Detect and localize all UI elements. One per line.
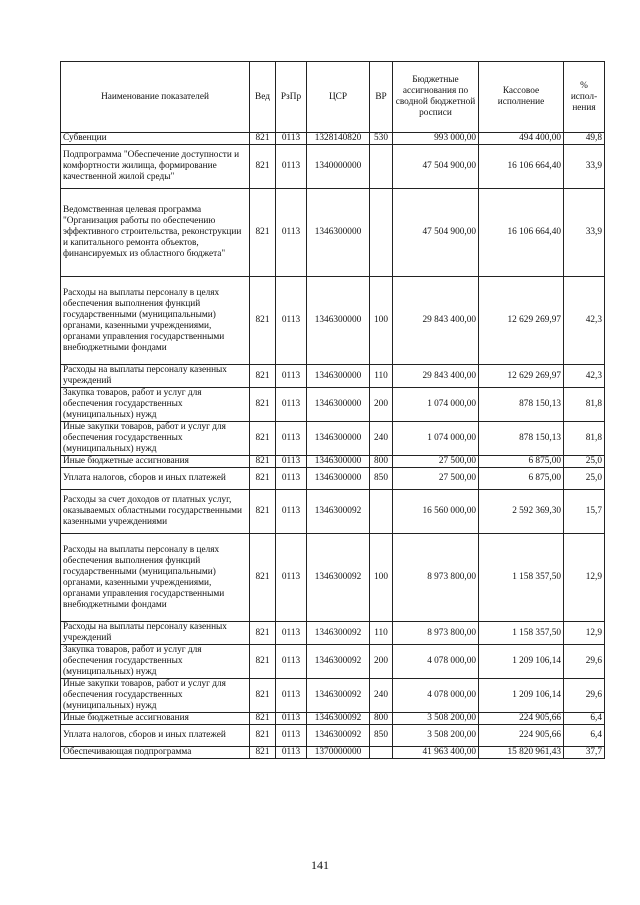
table-row (61, 277, 605, 365)
cell-vr: 850 (370, 725, 393, 747)
table-row (61, 456, 605, 468)
table-row (61, 747, 605, 759)
cell-csr: 1346300000 (307, 388, 370, 422)
cell-rzpr: 0113 (276, 713, 307, 725)
cell-ved: 821 (250, 468, 276, 490)
cell-vr: 100 (370, 534, 393, 622)
cell-rzpr: 0113 (276, 145, 307, 189)
cell-name: Иные бюджетные ассигнования (61, 456, 250, 468)
cell-rzpr: 0113 (276, 725, 307, 747)
cell-percent: 12,9 (564, 534, 605, 622)
cell-rzpr: 0113 (276, 388, 307, 422)
cell-name: Подпрограмма "Обеспечение доступности и комфортности жилища, формирование качественной жилой среды" (61, 145, 250, 189)
cell-vr: 110 (370, 365, 393, 388)
cell-ved: 821 (250, 145, 276, 189)
header-rzpr: РзПр (276, 62, 307, 133)
cell-assigned: 47 504 900,00 (393, 189, 479, 277)
cell-assigned: 29 843 400,00 (393, 277, 479, 365)
cell-name: Расходы за счет доходов от платных услуг, оказываемых областными государственными казенными учреждениями (61, 490, 250, 534)
table-row (61, 388, 605, 422)
cell-name: Иные закупки товаров, работ и услуг для обеспечения государственных (муниципальных) нужд (61, 422, 250, 456)
table-row (61, 725, 605, 747)
table-row (61, 133, 605, 145)
cell-vr (370, 490, 393, 534)
table-row (61, 365, 605, 388)
page-number: 141 (311, 858, 329, 872)
cell-executed: 12 629 269,97 (479, 277, 564, 365)
cell-csr: 1346300092 (307, 622, 370, 645)
cell-name: Уплата налогов, сборов и иных платежей (61, 468, 250, 490)
table-row (61, 468, 605, 490)
cell-percent: 81,8 (564, 422, 605, 456)
cell-ved: 821 (250, 679, 276, 713)
cell-assigned: 29 843 400,00 (393, 365, 479, 388)
cell-percent: 49,8 (564, 133, 605, 145)
cell-executed: 878 150,13 (479, 388, 564, 422)
cell-percent: 33,9 (564, 145, 605, 189)
cell-percent: 29,6 (564, 679, 605, 713)
cell-csr: 1346300000 (307, 277, 370, 365)
cell-name: Расходы на выплаты персоналу в целях обеспечения выполнения функций государственными (муниципальными) органами, казенными учреждениями, органами управления государственными внебюджетными фондами (61, 534, 250, 622)
cell-executed: 1 209 106,14 (479, 645, 564, 679)
cell-executed: 224 905,66 (479, 725, 564, 747)
cell-name: Закупка товаров, работ и услуг для обеспечения государственных (муниципальных) нужд (61, 388, 250, 422)
cell-assigned: 1 074 000,00 (393, 388, 479, 422)
cell-percent: 6,4 (564, 713, 605, 725)
cell-rzpr: 0113 (276, 747, 307, 759)
cell-vr (370, 145, 393, 189)
cell-vr (370, 747, 393, 759)
cell-ved: 821 (250, 388, 276, 422)
cell-rzpr: 0113 (276, 456, 307, 468)
cell-executed: 224 905,66 (479, 713, 564, 725)
cell-name: Расходы на выплаты персоналу в целях обеспечения выполнения функций государственными (муниципальными) органами, казенными учреждениями, органами управления государственными внебюджетными фондами (61, 277, 250, 365)
cell-name: Обеспечивающая подпрограмма (61, 747, 250, 759)
cell-rzpr: 0113 (276, 277, 307, 365)
cell-csr: 1346300092 (307, 645, 370, 679)
cell-csr: 1346300092 (307, 725, 370, 747)
cell-assigned: 41 963 400,00 (393, 747, 479, 759)
cell-executed: 878 150,13 (479, 422, 564, 456)
cell-rzpr: 0113 (276, 468, 307, 490)
table-row (61, 679, 605, 713)
header-name: Наименование показателей (61, 62, 250, 133)
cell-percent: 37,7 (564, 747, 605, 759)
cell-csr: 1346300000 (307, 468, 370, 490)
table-row (61, 622, 605, 645)
cell-ved: 821 (250, 725, 276, 747)
cell-executed: 6 875,00 (479, 456, 564, 468)
cell-rzpr: 0113 (276, 622, 307, 645)
budget-execution-table (60, 61, 605, 759)
cell-executed: 1 158 357,50 (479, 622, 564, 645)
cell-rzpr: 0113 (276, 189, 307, 277)
cell-csr: 1346300092 (307, 679, 370, 713)
cell-assigned: 27 500,00 (393, 468, 479, 490)
header-executed: Кассовое исполнение (479, 62, 564, 133)
cell-vr: 530 (370, 133, 393, 145)
cell-ved: 821 (250, 534, 276, 622)
cell-vr: 850 (370, 468, 393, 490)
cell-name: Субвенции (61, 133, 250, 145)
cell-csr: 1346300092 (307, 490, 370, 534)
table-header-row (61, 62, 605, 133)
cell-name: Уплата налогов, сборов и иных платежей (61, 725, 250, 747)
table-row (61, 645, 605, 679)
cell-rzpr: 0113 (276, 679, 307, 713)
cell-executed: 15 820 961,43 (479, 747, 564, 759)
table-row (61, 145, 605, 189)
cell-executed: 6 875,00 (479, 468, 564, 490)
cell-percent: 81,8 (564, 388, 605, 422)
cell-csr: 1346300000 (307, 422, 370, 456)
cell-name: Иные закупки товаров, работ и услуг для обеспечения государственных (муниципальных) нужд (61, 679, 250, 713)
cell-percent: 25,0 (564, 468, 605, 490)
cell-percent: 12,9 (564, 622, 605, 645)
cell-rzpr: 0113 (276, 534, 307, 622)
header-percent: % испол-нения (564, 62, 605, 133)
cell-vr: 240 (370, 422, 393, 456)
cell-executed: 16 106 664,40 (479, 145, 564, 189)
cell-executed: 12 629 269,97 (479, 365, 564, 388)
cell-percent: 15,7 (564, 490, 605, 534)
cell-assigned: 4 078 000,00 (393, 645, 479, 679)
table-row (61, 422, 605, 456)
cell-ved: 821 (250, 189, 276, 277)
cell-vr: 200 (370, 645, 393, 679)
cell-ved: 821 (250, 456, 276, 468)
cell-assigned: 993 000,00 (393, 133, 479, 145)
cell-vr: 800 (370, 456, 393, 468)
cell-ved: 821 (250, 422, 276, 456)
cell-vr: 110 (370, 622, 393, 645)
cell-csr: 1340000000 (307, 145, 370, 189)
cell-ved: 821 (250, 747, 276, 759)
cell-assigned: 16 560 000,00 (393, 490, 479, 534)
cell-assigned: 8 973 800,00 (393, 534, 479, 622)
cell-percent: 42,3 (564, 277, 605, 365)
cell-csr: 1346300092 (307, 713, 370, 725)
cell-vr: 100 (370, 277, 393, 365)
cell-executed: 494 400,00 (479, 133, 564, 145)
cell-ved: 821 (250, 645, 276, 679)
cell-name: Ведомственная целевая программа "Организация работы по обеспечению эффективного строительства, реконструкции и капитального ремонта объектов, финансируемых из областного бюджета" (61, 189, 250, 277)
header-csr: ЦСР (307, 62, 370, 133)
cell-assigned: 27 500,00 (393, 456, 479, 468)
table-row (61, 189, 605, 277)
cell-percent: 33,9 (564, 189, 605, 277)
header-ved: Вед (250, 62, 276, 133)
cell-percent: 29,6 (564, 645, 605, 679)
cell-csr: 1346300000 (307, 189, 370, 277)
cell-rzpr: 0113 (276, 645, 307, 679)
cell-vr (370, 189, 393, 277)
table-row (61, 490, 605, 534)
cell-csr: 1328140820 (307, 133, 370, 145)
cell-assigned: 3 508 200,00 (393, 713, 479, 725)
table-row (61, 713, 605, 725)
cell-ved: 821 (250, 365, 276, 388)
cell-assigned: 8 973 800,00 (393, 622, 479, 645)
cell-rzpr: 0113 (276, 365, 307, 388)
cell-name: Закупка товаров, работ и услуг для обеспечения государственных (муниципальных) нужд (61, 645, 250, 679)
cell-csr: 1346300000 (307, 365, 370, 388)
cell-vr: 800 (370, 713, 393, 725)
cell-executed: 16 106 664,40 (479, 189, 564, 277)
header-vr: ВР (370, 62, 393, 133)
cell-csr: 1346300092 (307, 534, 370, 622)
cell-ved: 821 (250, 133, 276, 145)
cell-percent: 42,3 (564, 365, 605, 388)
cell-rzpr: 0113 (276, 490, 307, 534)
cell-name: Иные бюджетные ассигнования (61, 713, 250, 725)
cell-ved: 821 (250, 622, 276, 645)
cell-vr: 240 (370, 679, 393, 713)
cell-executed: 1 158 357,50 (479, 534, 564, 622)
cell-executed: 1 209 106,14 (479, 679, 564, 713)
cell-ved: 821 (250, 713, 276, 725)
table-body (61, 133, 605, 759)
cell-executed: 2 592 369,30 (479, 490, 564, 534)
cell-vr: 200 (370, 388, 393, 422)
cell-csr: 1346300000 (307, 456, 370, 468)
cell-percent: 25,0 (564, 456, 605, 468)
cell-assigned: 3 508 200,00 (393, 725, 479, 747)
cell-rzpr: 0113 (276, 133, 307, 145)
cell-name: Расходы на выплаты персоналу казенных учреждений (61, 622, 250, 645)
cell-name: Расходы на выплаты персоналу казенных учреждений (61, 365, 250, 388)
cell-assigned: 47 504 900,00 (393, 145, 479, 189)
cell-assigned: 1 074 000,00 (393, 422, 479, 456)
cell-assigned: 4 078 000,00 (393, 679, 479, 713)
cell-percent: 6,4 (564, 725, 605, 747)
cell-ved: 821 (250, 490, 276, 534)
header-assigned: Бюджетные ассигнования по сводной бюджетной росписи (393, 62, 479, 133)
cell-csr: 1370000000 (307, 747, 370, 759)
table-row (61, 534, 605, 622)
cell-ved: 821 (250, 277, 276, 365)
cell-rzpr: 0113 (276, 422, 307, 456)
